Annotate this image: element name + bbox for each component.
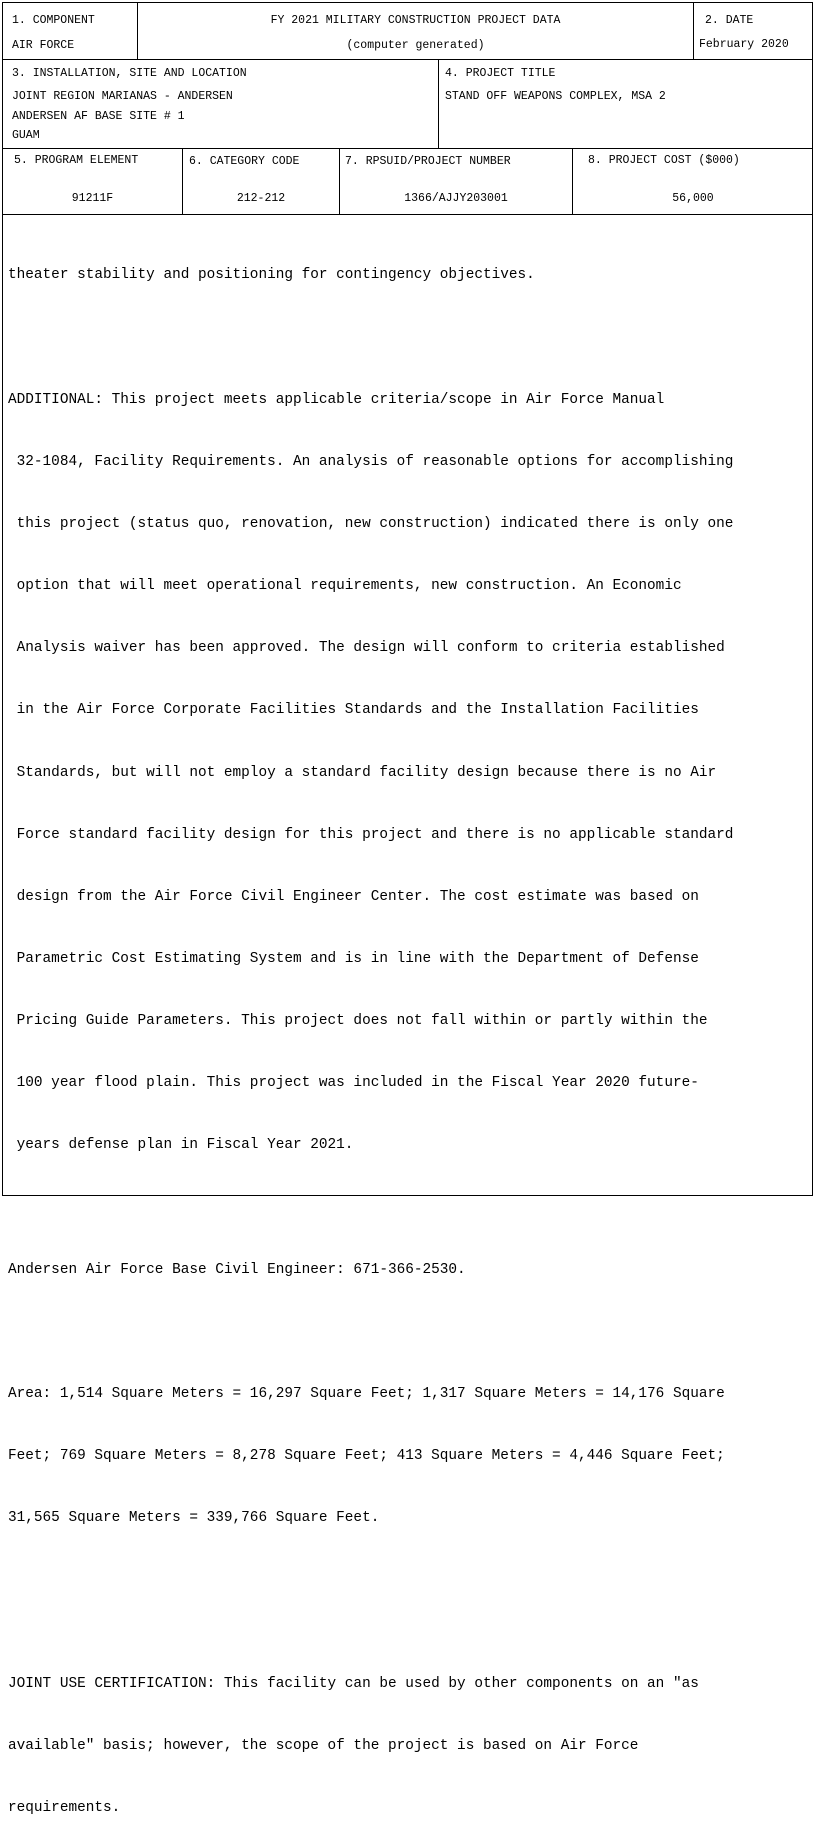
area-line: 31,565 Square Meters = 339,766 Square Feet. (8, 1510, 380, 1527)
component-value: AIR FORCE (12, 39, 75, 52)
project-cost-value: 56,000 (672, 192, 714, 205)
additional-line: design from the Air Force Civil Engineer Center. The cost estimate was based on (8, 888, 699, 905)
joint-use-line: JOINT USE CERTIFICATION: This facility can be used by other components on an "as (8, 1676, 699, 1692)
divider (693, 2, 694, 59)
additional-line: this project (status quo, renovation, new construction) indicated there is only one (8, 516, 734, 533)
additional-line: Force standard facility design for this project and there is no applicable standard (8, 826, 734, 843)
project-title-label: 4. PROJECT TITLE (445, 67, 556, 80)
joint-use-line: available" basis; however, the scope of the project is based on Air Force (8, 1738, 639, 1755)
contact-line: Andersen Air Force Base Civil Engineer: 671-366-2530. (8, 1261, 466, 1278)
area-line: Feet; 769 Square Meters = 8,278 Square Feet; 413 Square Meters = 4,446 Square Feet; (8, 1448, 725, 1465)
additional-line: years defense plan in Fiscal Year 2021. (8, 1137, 354, 1154)
location-label: 3. INSTALLATION, SITE AND LOCATION (12, 67, 247, 80)
location-line-1: JOINT REGION MARIANAS - ANDERSEN (12, 90, 233, 103)
additional-line: Analysis waiver has been approved. The design will conform to criteria established (8, 640, 725, 657)
form-subtitle: (computer generated) (346, 39, 485, 52)
additional-line: ADDITIONAL: This project meets applicable criteria/scope in Air Force Manual (8, 391, 665, 408)
component-label: 1. COMPONENT (12, 14, 95, 27)
rpsuid-value: 1366/AJJY203001 (404, 192, 508, 205)
divider (2, 59, 813, 60)
divider (2, 148, 813, 149)
intro-line: theater stability and positioning for contingency objectives. (8, 267, 535, 284)
additional-line: Pricing Guide Parameters. This project does not fall within or partly within the (8, 1013, 708, 1030)
area-line: Area: 1,514 Square Meters = 16,297 Square Feet; 1,317 Square Meters = 14,176 Square (8, 1386, 725, 1403)
additional-line: Parametric Cost Estimating System and is in line with the Department of Defense (8, 950, 699, 967)
divider (2, 214, 813, 215)
project-description (8, 224, 808, 1840)
category-code-label: 6. CATEGORY CODE (189, 155, 300, 168)
divider (438, 59, 439, 148)
location-line-2: ANDERSEN AF BASE SITE # 1 (12, 110, 185, 123)
location-line-3: GUAM (12, 129, 40, 142)
program-element-value: 91211F (71, 192, 114, 205)
rpsuid-label: 7. RPSUID/PROJECT NUMBER (345, 155, 511, 168)
date-value: February 2020 (699, 38, 789, 51)
additional-line: 32-1084, Facility Requirements. An analysis of reasonable options for accomplishing (8, 454, 734, 471)
form-title: FY 2021 MILITARY CONSTRUCTION PROJECT DATA (270, 14, 561, 27)
project-title-value: STAND OFF WEAPONS COMPLEX, MSA 2 (445, 90, 666, 103)
additional-line: in the Air Force Corporate Facilities Standards and the Installation Facilities (8, 702, 699, 719)
category-code-value: 212-212 (236, 192, 286, 205)
program-element-label: 5. PROGRAM ELEMENT (14, 154, 139, 167)
additional-line: option that will meet operational requirements, new construction. An Economic (8, 578, 682, 595)
joint-use-line: requirements. (8, 1800, 121, 1817)
additional-line: 100 year flood plain. This project was included in the Fiscal Year 2020 future- (8, 1075, 699, 1092)
additional-line: Standards, but will not employ a standard facility design because there is no Air (8, 764, 717, 781)
date-label: 2. DATE (705, 14, 754, 27)
project-cost-label: 8. PROJECT COST ($000) (588, 154, 740, 167)
